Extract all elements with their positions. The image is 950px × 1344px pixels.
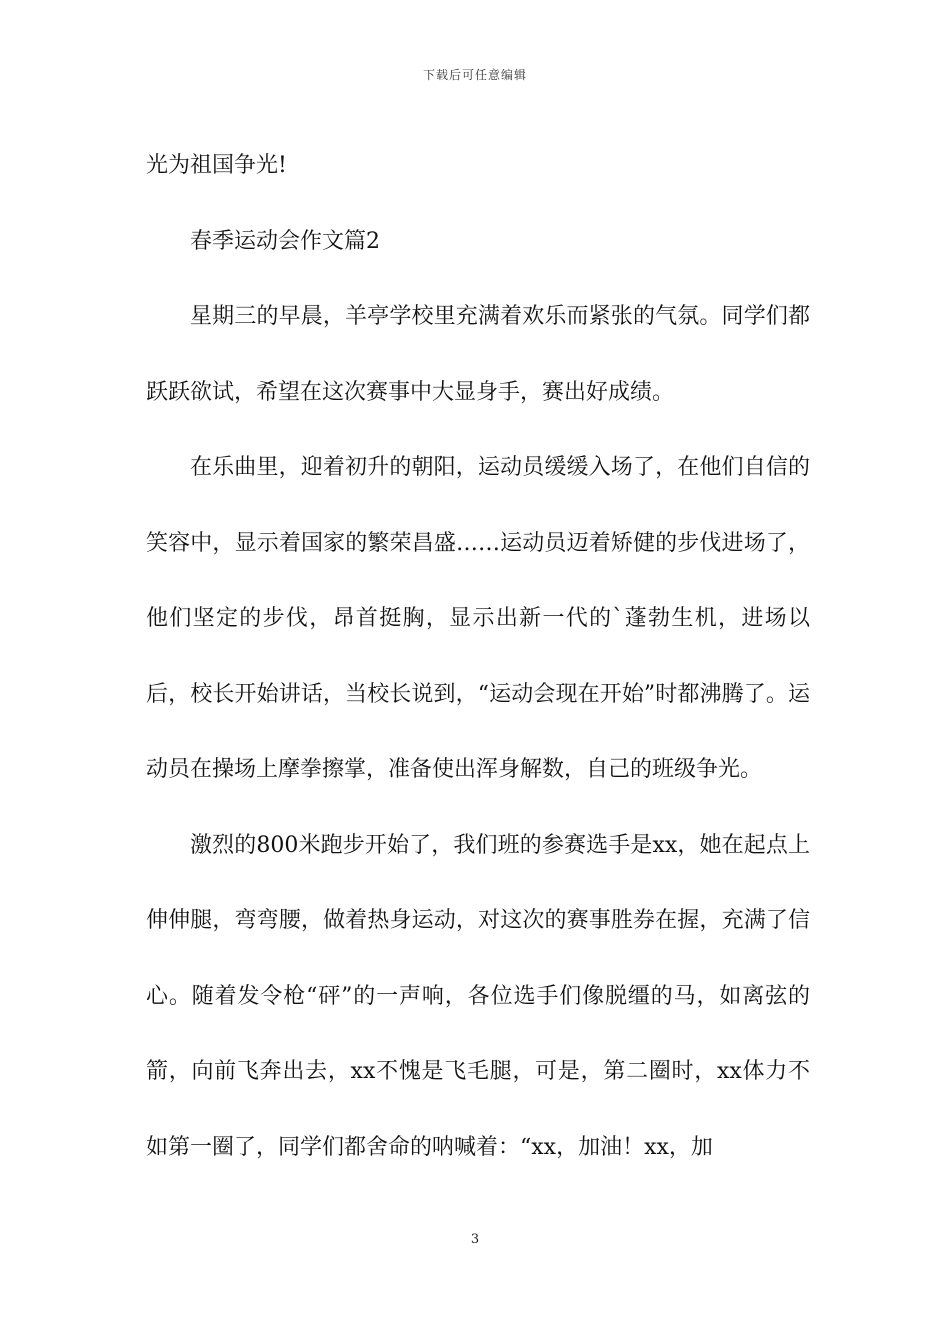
- page-header: 下载后可任意编辑: [422, 68, 527, 82]
- paragraph-2: 星期三的早晨，羊亭学校里充满着欢乐而紧张的气氛。同学们都跃跃欲试，希望在这次赛事中大显身手，赛出好成绩。: [146, 304, 810, 405]
- section-heading: 春季运动会作文篇2: [190, 228, 380, 254]
- paragraph-1: 光为祖国争光!: [146, 153, 287, 178]
- page-number: 3: [470, 1232, 480, 1247]
- document-body: [146, 128, 810, 1185]
- paragraph-4: 激烈的800米跑步开始了，我们班的参赛选手是xx，她在起点上伸伸腿，弯弯腰，做着热身运动，对这次的赛事胜券在握，充满了信心。随着发令枪“砰”的一声响，各位选手们像脱缰的马，如离弦的箭，向前飞奔出去，xx不愧是飞毛腿，可是，第二圈时，xx体力不如第一圈了，同学们都舍命的呐喊着：“xx，加油！xx，加: [146, 832, 810, 1160]
- paragraph-3: 在乐曲里，迎着初升的朝阳，运动员缓缓入场了，在他们自信的笑容中，显示着国家的繁荣昌盛……运动员迈着矫健的步伐进场了，他们坚定的步伐，昂首挺胸，显示出新一代的`蓬勃生机，进场以后，校长开始讲话，当校长说到，“运动会现在开始”时都沸腾了。运动员在操场上摩拳擦掌，准备使出浑身解数，自己的班级争光。: [146, 455, 810, 782]
